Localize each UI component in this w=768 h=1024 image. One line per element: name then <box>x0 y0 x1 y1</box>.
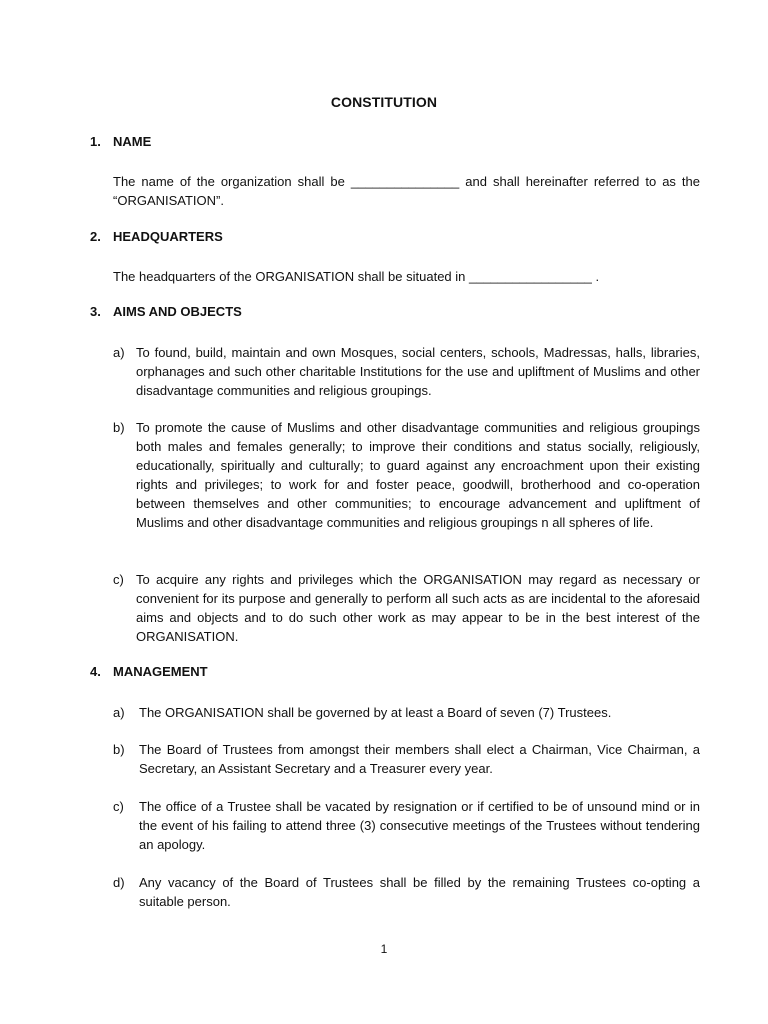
list-item-label: b) <box>113 742 125 757</box>
section-heading-aims-and-objects <box>90 304 242 319</box>
list-item-label: c) <box>113 572 124 587</box>
section-number: 4. <box>90 664 101 679</box>
list-item-label: c) <box>113 799 124 814</box>
list-item-label: a) <box>113 345 125 360</box>
section-heading-headquarters <box>90 229 223 244</box>
list-item-text: To promote the cause of Muslims and other disadvantage communities and religious groupings both males and females generally; to improve their conditions and status socially, religiously, educationally, spiritually and culturally; to guard against any encroachment upon their existing rights and privileges; to work for and foster peace, goodwill, brotherhood and co-operation between themselves and other communities; to encourage advancement and upliftment of Muslims and other disadvantage communities and religious groupings n all spheres of life. <box>136 420 700 530</box>
section-title: HEADQUARTERS <box>113 229 223 244</box>
list-item-management-c <box>113 797 700 857</box>
list-item-text: To acquire any rights and privileges which the ORGANISATION may regard as necessary or convenient for its purpose and generally to perform all such acts as are incidental to the aforesaid aims and objects and to do such other work as may appear to be in the best interest of the ORGANISATION. <box>136 572 700 644</box>
list-item-text: Any vacancy of the Board of Trustees shall be filled by the remaining Trustees co-opting a suitable person. <box>139 875 700 909</box>
list-item-aims-b <box>113 418 700 553</box>
list-item-text: To found, build, maintain and own Mosques, social centers, schools, Madressas, halls, libraries, orphanages and such other charitable Institutions for the use and upliftment of Muslims and other disadvantage communities and religious groupings. <box>136 345 700 398</box>
page-number: 1 <box>380 942 388 956</box>
list-item-aims-a <box>113 343 700 403</box>
list-item-label: b) <box>113 420 125 435</box>
document-title: CONSTITUTION <box>330 94 438 110</box>
list-item-management-d <box>113 873 700 915</box>
list-item-text: The Board of Trustees from amongst their members shall elect a Chairman, Vice Chairman, a Secretary, an Assistant Secretary and a Treasurer every year. <box>139 742 700 776</box>
section-title: AIMS AND OBJECTS <box>113 304 242 319</box>
section-heading-name <box>90 134 151 149</box>
section-number: 2. <box>90 229 101 244</box>
section-number: 3. <box>90 304 101 319</box>
list-item-management-b <box>113 740 700 782</box>
list-item-management-a <box>113 703 700 725</box>
list-item-text: The ORGANISATION shall be governed by at least a Board of seven (7) Trustees. <box>139 705 612 720</box>
section-number: 1. <box>90 134 101 149</box>
section-title: MANAGEMENT <box>113 664 208 679</box>
section-paragraph-name: The name of the organization shall be _______________ and shall hereinafter referred to as the “ORGANISATION”. <box>113 174 700 208</box>
section-heading-management <box>90 664 208 679</box>
section-title: NAME <box>113 134 152 149</box>
list-item-text: The office of a Trustee shall be vacated by resignation or if certified to be of unsound mind or in the event of his failing to attend three (3) consecutive meetings of the Trustees without tendering an apology. <box>139 799 700 852</box>
list-item-label: d) <box>113 875 125 890</box>
section-paragraph-headquarters: The headquarters of the ORGANISATION shall be situated in _________________ . <box>113 269 600 284</box>
list-item-label: a) <box>113 705 125 720</box>
list-item-aims-c <box>113 570 700 650</box>
